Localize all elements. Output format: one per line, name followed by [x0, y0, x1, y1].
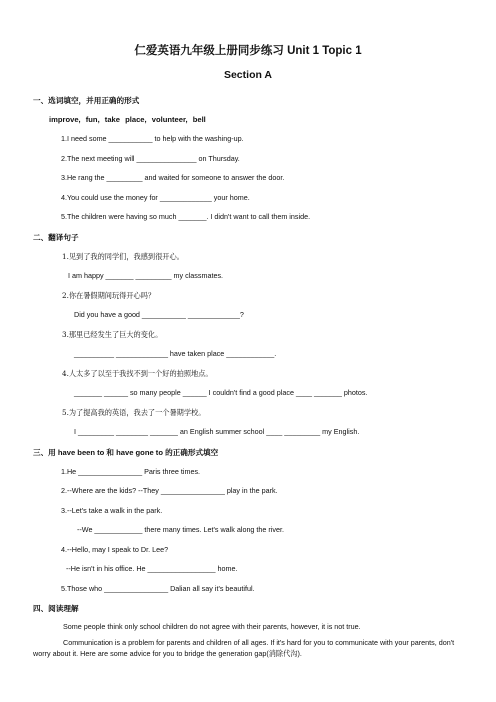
exercise-item: 1.I need some ___________ to help with the washing-up. [61, 134, 244, 143]
exercise-item: 3.--Let's take a walk in the park. [61, 506, 163, 515]
translation-answer-line: I _________ ________ _______ an English summer school ____ _________ my English. [74, 427, 360, 436]
section3-heading: 三、用 have been to 和 have gone to 的正确形式填空 [33, 448, 219, 457]
document-title: 仁爱英语九年级上册同步练习 Unit 1 Topic 1 [134, 45, 362, 57]
exercise-item: 5.Those who ________________ Dalian all say it's beautiful. [61, 584, 255, 593]
exercise-item: 4.You could use the money for _____________ your home. [61, 193, 250, 202]
translation-answer-line: I am happy _______ _________ my classmates. [68, 271, 224, 280]
translation-prompt: 4.人太多了以至于我找不到一个好的拍照地点。 [62, 369, 213, 378]
exercise-item-reply: --He isn't in his office. He _________________ home. [66, 564, 238, 573]
reading-paragraph: Some people think only school children do not agree with their parents, however, it is not true. [63, 622, 361, 631]
translation-prompt: 5.为了提高我的英语，我去了一个暑期学校。 [62, 408, 206, 417]
exercise-item: 5.The children were having so much _______. I didn't want to call them inside. [61, 212, 311, 221]
exercise-item: 2.--Where are the kids? --They ________________ play in the park. [61, 486, 278, 495]
translation-answer-line: Did you have a good ___________ _____________? [74, 310, 244, 319]
translation-answer-line: _______ ______ so many people ______ I couldn't find a good place ____ _______ photos. [74, 388, 368, 397]
word-bank: improve, fun, take place, volunteer, bell [49, 115, 206, 124]
section2-heading: 二、翻译句子 [33, 233, 79, 242]
exercise-item: 4.--Hello, may I speak to Dr. Lee? [61, 545, 169, 554]
translation-prompt: 3.那里已经发生了巨大的变化。 [62, 330, 163, 339]
translation-prompt: 1.见到了我的同学们，我感到很开心。 [62, 252, 184, 261]
translation-prompt: 2.你在暑假期间玩得开心吗？ [62, 291, 156, 300]
section4-heading: 四、阅读理解 [33, 604, 79, 613]
exercise-item: 3.He rang the _________ and waited for someone to answer the door. [61, 173, 285, 182]
exercise-item: 1.He ________________ Paris three times. [61, 467, 201, 476]
reading-paragraph: Communication is a problem for parents and children of all ages. If it's hard for you to communicate with your parents, don't worry about it. Here are some advice for you to bridge the generation gap(消除代沟). [33, 638, 455, 658]
exercise-item: 2.The next meeting will _______________ on Thursday. [61, 154, 240, 163]
section1-heading: 一、选词填空，并用正确的形式 [33, 96, 140, 105]
exercise-item-reply: --We ____________ there many times. Let's walk along the river. [77, 525, 284, 534]
translation-answer-line: __________ _____________ have taken place ____________. [74, 349, 277, 358]
section-a-title: Section A [223, 69, 273, 81]
